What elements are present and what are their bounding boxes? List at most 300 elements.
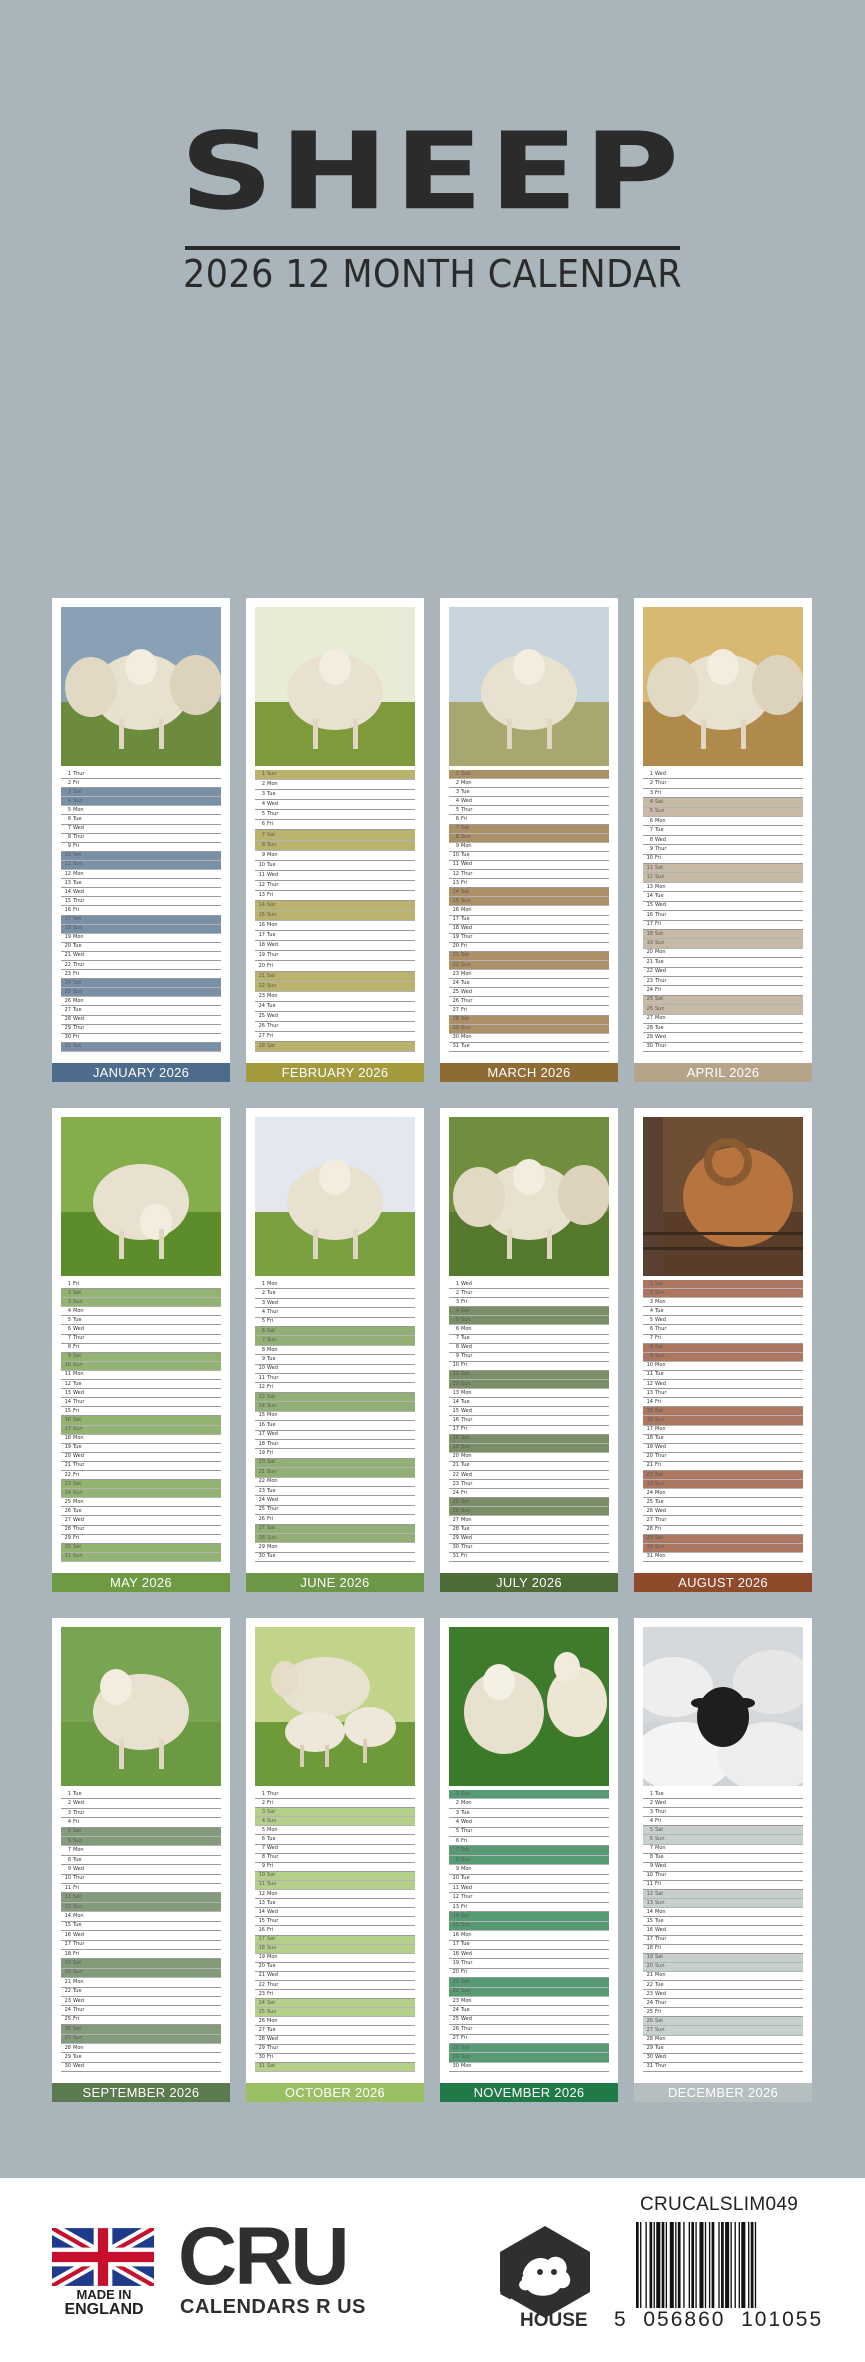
day-number: 1 (67, 1280, 71, 1287)
day-row (643, 1462, 803, 1471)
day-weekday: Wed (655, 1799, 666, 1806)
day-number: 29 (258, 2045, 265, 2052)
day-row (255, 901, 415, 911)
day-row (449, 815, 609, 824)
day-number: 2 (455, 1289, 459, 1296)
day-weekday: Sun (655, 1544, 665, 1551)
day-weekday: Tue (461, 1526, 470, 1533)
day-row (61, 1344, 221, 1353)
day-row (61, 1959, 221, 1968)
day-row (643, 2045, 803, 2054)
day-row (61, 1865, 221, 1874)
pet-house-logo (490, 2222, 600, 2327)
day-weekday: Sun (461, 1922, 471, 1929)
day-row (255, 1981, 415, 1990)
day-row (643, 1899, 803, 1908)
day-weekday: Sun (73, 2035, 83, 2042)
day-weekday: Tue (461, 1398, 470, 1405)
day-row (255, 1799, 415, 1808)
day-number: 27 (258, 1525, 265, 1532)
day-row (449, 1865, 609, 1874)
day-weekday: Wed (73, 1016, 84, 1023)
day-number: 10 (258, 861, 265, 868)
day-weekday: Tue (655, 827, 664, 834)
barcode-bar (705, 2222, 706, 2308)
day-row (255, 1808, 415, 1817)
day-weekday: Tue (73, 943, 82, 950)
day-weekday: Tue (267, 1290, 276, 1297)
day-row (61, 1553, 221, 1562)
day-row (449, 1544, 609, 1553)
day-row (449, 1959, 609, 1968)
day-number: 15 (258, 1917, 265, 1924)
day-weekday: Sun (267, 1402, 277, 1409)
day-row (643, 986, 803, 995)
day-weekday: Wed (267, 1908, 278, 1915)
day-number: 11 (258, 871, 265, 878)
day-number: 2 (649, 1289, 653, 1296)
day-row (643, 1535, 803, 1544)
day-number: 3 (649, 1298, 653, 1305)
barcode-bar (718, 2222, 719, 2308)
day-number: 29 (646, 1034, 653, 1041)
day-weekday: Wed (267, 1365, 278, 1372)
day-weekday: Wed (73, 1326, 84, 1333)
day-number: 23 (452, 1997, 459, 2004)
day-row (61, 1289, 221, 1298)
day-number: 22 (452, 1471, 459, 1478)
day-number: 3 (261, 791, 265, 798)
day-number: 15 (64, 897, 71, 904)
day-number: 25 (258, 1506, 265, 1513)
day-row (61, 825, 221, 834)
day-row (643, 996, 803, 1005)
day-row (643, 911, 803, 920)
day-row (255, 921, 415, 931)
day-number: 24 (646, 1489, 653, 1496)
day-row (61, 888, 221, 897)
day-row (449, 797, 609, 806)
day-weekday: Tue (73, 1006, 82, 1013)
day-row (255, 1289, 415, 1298)
day-weekday: Fri (655, 1945, 661, 1952)
day-row (643, 864, 803, 873)
day-number: 22 (452, 1988, 459, 1995)
day-row (449, 825, 609, 834)
day-number: 10 (452, 852, 459, 859)
day-row (61, 1856, 221, 1865)
day-row (255, 881, 415, 891)
day-weekday: Wed (267, 871, 278, 878)
day-row (643, 1936, 803, 1945)
day-weekday: Tue (655, 1435, 664, 1442)
day-weekday: Fri (655, 921, 661, 928)
day-weekday: Fri (461, 1362, 467, 1369)
day-weekday: Fri (655, 789, 661, 796)
day-weekday: Thur (655, 1389, 667, 1396)
day-weekday: Fri (655, 1526, 661, 1533)
day-number: 26 (452, 1507, 459, 1514)
day-weekday: Tue (655, 1917, 664, 1924)
day-number: 6 (67, 816, 71, 823)
day-weekday: Fri (73, 1407, 79, 1414)
day-weekday: Tue (655, 1307, 664, 1314)
day-row (61, 1471, 221, 1480)
day-number: 11 (258, 1881, 265, 1888)
day-row (449, 861, 609, 870)
day-row (255, 1431, 415, 1440)
day-weekday: Sun (73, 797, 83, 804)
day-row (255, 1525, 415, 1534)
day-number: 3 (67, 1298, 71, 1305)
day-row (643, 1389, 803, 1398)
day-weekday: Wed (461, 1407, 472, 1414)
day-row (255, 1854, 415, 1863)
day-row (61, 1969, 221, 1978)
day-number: 18 (452, 925, 459, 932)
day-weekday: Tue (461, 2007, 470, 2014)
day-row (643, 1826, 803, 1835)
day-list (255, 1790, 415, 2072)
day-row (255, 841, 415, 851)
day-number: 26 (452, 997, 459, 1004)
day-number: 19 (258, 1450, 265, 1457)
day-row (61, 1941, 221, 1950)
day-number: 1 (649, 1280, 653, 1287)
day-number: 5 (261, 1826, 265, 1833)
day-weekday: Wed (461, 1950, 472, 1957)
day-row (449, 1462, 609, 1471)
day-weekday: Thur (655, 2063, 667, 2070)
day-weekday: Sun (655, 1005, 665, 1012)
day-row (255, 961, 415, 971)
day-weekday: Wed (73, 1800, 84, 1807)
day-weekday: Wed (655, 1034, 666, 1041)
day-weekday: Tue (655, 958, 664, 965)
barcode-bar (666, 2222, 667, 2308)
day-number: 17 (646, 921, 653, 928)
month-card (440, 598, 618, 1082)
day-weekday: Sat (73, 2025, 82, 2032)
day-number: 25 (258, 2008, 265, 2015)
day-list (449, 1280, 609, 1562)
day-row (255, 810, 415, 820)
day-row (449, 1325, 609, 1334)
day-row (61, 1325, 221, 1334)
day-row (61, 2006, 221, 2015)
day-number: 10 (64, 1362, 71, 1369)
day-weekday: Sun (461, 897, 471, 904)
day-number: 12 (646, 874, 653, 881)
day-row (449, 1034, 609, 1043)
day-number: 12 (452, 1380, 459, 1387)
day-number: 25 (646, 2008, 653, 2015)
day-weekday: Wed (73, 1389, 84, 1396)
barcode-bar (650, 2222, 653, 2308)
day-weekday: Tue (655, 1790, 664, 1797)
day-weekday: Wed (267, 1299, 278, 1306)
day-row (61, 1818, 221, 1827)
day-number: 16 (452, 1931, 459, 1938)
day-row (61, 906, 221, 915)
day-row (643, 836, 803, 845)
day-weekday: Fri (461, 2035, 467, 2042)
month-label: JANUARY 2026 (52, 1063, 230, 1082)
barcode-bar (755, 2222, 756, 2308)
day-weekday: Sun (73, 1969, 83, 1976)
day-row (255, 1280, 415, 1289)
day-weekday: Mon (73, 1498, 84, 1505)
day-number: 19 (646, 940, 653, 947)
day-row (643, 1835, 803, 1844)
day-weekday: Fri (461, 879, 467, 886)
day-row (449, 1416, 609, 1425)
day-weekday: Sun (267, 2008, 277, 2015)
day-row (255, 1845, 415, 1854)
day-number: 12 (258, 881, 265, 888)
month-card (52, 1108, 230, 1592)
day-weekday: Sat (655, 864, 664, 871)
day-number: 5 (649, 808, 653, 815)
day-number: 3 (649, 1808, 653, 1815)
house-text: HOUSE (520, 2310, 588, 2327)
day-row (643, 1790, 803, 1799)
day-weekday: Fri (267, 1863, 273, 1870)
day-number: 9 (67, 1353, 71, 1360)
day-row (643, 2036, 803, 2045)
day-row (61, 2044, 221, 2053)
day-row (643, 1298, 803, 1307)
day-weekday: Fri (73, 1034, 79, 1041)
day-number: 7 (67, 825, 71, 832)
day-row (255, 1336, 415, 1345)
day-weekday: Thur (461, 1544, 473, 1551)
day-weekday: Tue (267, 932, 276, 939)
day-row (61, 1978, 221, 1987)
day-row (643, 1005, 803, 1014)
day-weekday: Tue (655, 1498, 664, 1505)
day-number: 8 (455, 834, 459, 841)
day-row (449, 906, 609, 915)
month-label: OCTOBER 2026 (246, 2083, 424, 2102)
day-list (449, 1790, 609, 2072)
month-label: APRIL 2026 (634, 1063, 812, 1082)
union-jack-icon (52, 2228, 154, 2286)
day-number: 10 (646, 1362, 653, 1369)
day-number: 24 (452, 1489, 459, 1496)
day-weekday: Sun (73, 925, 83, 932)
day-row (449, 943, 609, 952)
day-number: 18 (452, 1950, 459, 1957)
day-row (255, 1459, 415, 1468)
day-number: 22 (64, 1988, 71, 1995)
month-card (52, 1618, 230, 2102)
day-row (255, 1318, 415, 1327)
day-row (255, 1917, 415, 1926)
day-weekday: Fri (267, 1990, 273, 1997)
day-row (255, 1449, 415, 1458)
day-weekday: Sat (461, 2044, 470, 2051)
day-weekday: Mon (655, 817, 666, 824)
day-number: 1 (67, 1790, 71, 1797)
day-number: 26 (646, 1005, 653, 1012)
day-weekday: Fri (73, 1344, 79, 1351)
day-row (449, 2025, 609, 2034)
day-number: 9 (261, 1863, 265, 1870)
day-row (643, 1480, 803, 1489)
day-number: 15 (452, 897, 459, 904)
day-row (61, 970, 221, 979)
day-weekday: Wed (461, 1280, 472, 1287)
day-weekday: Sat (461, 1847, 470, 1854)
brand-name: CALENDARS R US (180, 2296, 366, 2318)
day-row (255, 1468, 415, 1477)
day-weekday: Fri (461, 1903, 467, 1910)
day-number: 23 (258, 992, 265, 999)
day-weekday: Thur (73, 2007, 85, 2014)
day-row (255, 2054, 415, 2063)
day-weekday: Tue (461, 916, 470, 923)
day-row (61, 1416, 221, 1425)
day-weekday: Sat (655, 1471, 664, 1478)
day-row (255, 1012, 415, 1022)
day-number: 8 (455, 1856, 459, 1863)
day-row (449, 1444, 609, 1453)
day-number: 11 (646, 1881, 653, 1888)
day-number: 5 (455, 1828, 459, 1835)
day-weekday: Wed (73, 952, 84, 959)
day-row (449, 2053, 609, 2062)
day-row (61, 815, 221, 824)
day-number: 23 (452, 970, 459, 977)
day-number: 22 (64, 1471, 71, 1478)
day-number: 12 (64, 870, 71, 877)
day-weekday: Sat (461, 888, 470, 895)
day-number: 17 (258, 1936, 265, 1943)
day-row (643, 1471, 803, 1480)
made-in-text: MADE IN (76, 2287, 132, 2302)
day-number: 7 (455, 1335, 459, 1342)
day-weekday: Sat (267, 1936, 276, 1943)
day-row (61, 1950, 221, 1959)
day-row (255, 1872, 415, 1881)
day-row (61, 952, 221, 961)
day-row (643, 1507, 803, 1516)
day-weekday: Tue (73, 1316, 82, 1323)
day-weekday: Sun (461, 1380, 471, 1387)
day-number: 17 (452, 1426, 459, 1433)
day-weekday: Tue (655, 1024, 664, 1031)
day-number: 30 (452, 1034, 459, 1041)
barcode-bar (751, 2222, 754, 2308)
day-number: 1 (67, 770, 71, 777)
day-row (643, 1335, 803, 1344)
day-weekday: Sat (655, 1280, 664, 1287)
day-weekday: Mon (655, 1845, 666, 1852)
day-row (61, 1335, 221, 1344)
day-row (449, 2006, 609, 2015)
day-weekday: Sat (267, 1808, 276, 1815)
day-weekday: Sat (73, 1416, 82, 1423)
day-row (61, 1353, 221, 1362)
day-number: 23 (64, 970, 71, 977)
day-weekday: Thur (461, 934, 473, 941)
day-weekday: Mon (461, 2063, 472, 2070)
day-weekday: Fri (461, 943, 467, 950)
day-row (643, 949, 803, 958)
day-number: 6 (649, 1326, 653, 1333)
day-number: 28 (258, 1043, 265, 1050)
month-card (440, 1618, 618, 2102)
day-weekday: Tue (461, 1941, 470, 1948)
day-number: 2 (649, 780, 653, 787)
day-row (61, 1893, 221, 1902)
day-weekday: Sun (461, 1507, 471, 1514)
day-number: 1 (455, 1280, 459, 1287)
day-weekday: Wed (73, 1453, 84, 1460)
day-number: 29 (646, 2045, 653, 2052)
day-number: 25 (646, 1498, 653, 1505)
day-weekday: Sat (461, 1978, 470, 1985)
day-row (643, 1854, 803, 1863)
day-weekday: Sat (461, 1371, 470, 1378)
day-weekday: Mon (655, 1015, 666, 1022)
day-weekday: Mon (655, 949, 666, 956)
day-weekday: Sat (267, 1999, 276, 2006)
day-row (449, 852, 609, 861)
day-number: 5 (649, 1316, 653, 1323)
day-row (449, 1790, 609, 1799)
day-number: 17 (258, 1431, 265, 1438)
day-weekday: Wed (267, 1431, 278, 1438)
day-number: 14 (258, 902, 265, 909)
day-number: 2 (261, 1290, 265, 1297)
day-weekday: Wed (461, 988, 472, 995)
barcode-bar (699, 2222, 703, 2308)
day-weekday: Sat (267, 1043, 276, 1050)
day-weekday: Fri (73, 1535, 79, 1542)
day-row (449, 834, 609, 843)
day-number: 1 (261, 771, 265, 778)
day-number: 6 (261, 1327, 265, 1334)
day-row (449, 925, 609, 934)
day-weekday: Sat (655, 2017, 664, 2024)
day-number: 27 (64, 1516, 71, 1523)
month-card (440, 1108, 618, 1592)
day-number: 31 (646, 1553, 653, 1560)
day-row (643, 1489, 803, 1498)
month-label: NOVEMBER 2026 (440, 2083, 618, 2102)
day-weekday: Thur (267, 881, 279, 888)
day-row (61, 925, 221, 934)
day-number: 24 (452, 2007, 459, 2014)
day-weekday: Mon (655, 1972, 666, 1979)
sheep-photo (643, 607, 803, 766)
day-row (61, 934, 221, 943)
day-number: 31 (64, 1043, 71, 1050)
day-row (643, 1917, 803, 1926)
day-row (643, 808, 803, 817)
day-number: 21 (646, 1462, 653, 1469)
day-weekday: Sun (461, 1988, 471, 1995)
day-number: 31 (64, 1553, 71, 1560)
day-weekday: Fri (267, 891, 273, 898)
day-number: 20 (258, 1963, 265, 1970)
day-row (255, 861, 415, 871)
day-weekday: Thur (655, 1453, 667, 1460)
day-weekday: Sun (461, 1790, 471, 1797)
day-weekday: Wed (655, 902, 666, 909)
